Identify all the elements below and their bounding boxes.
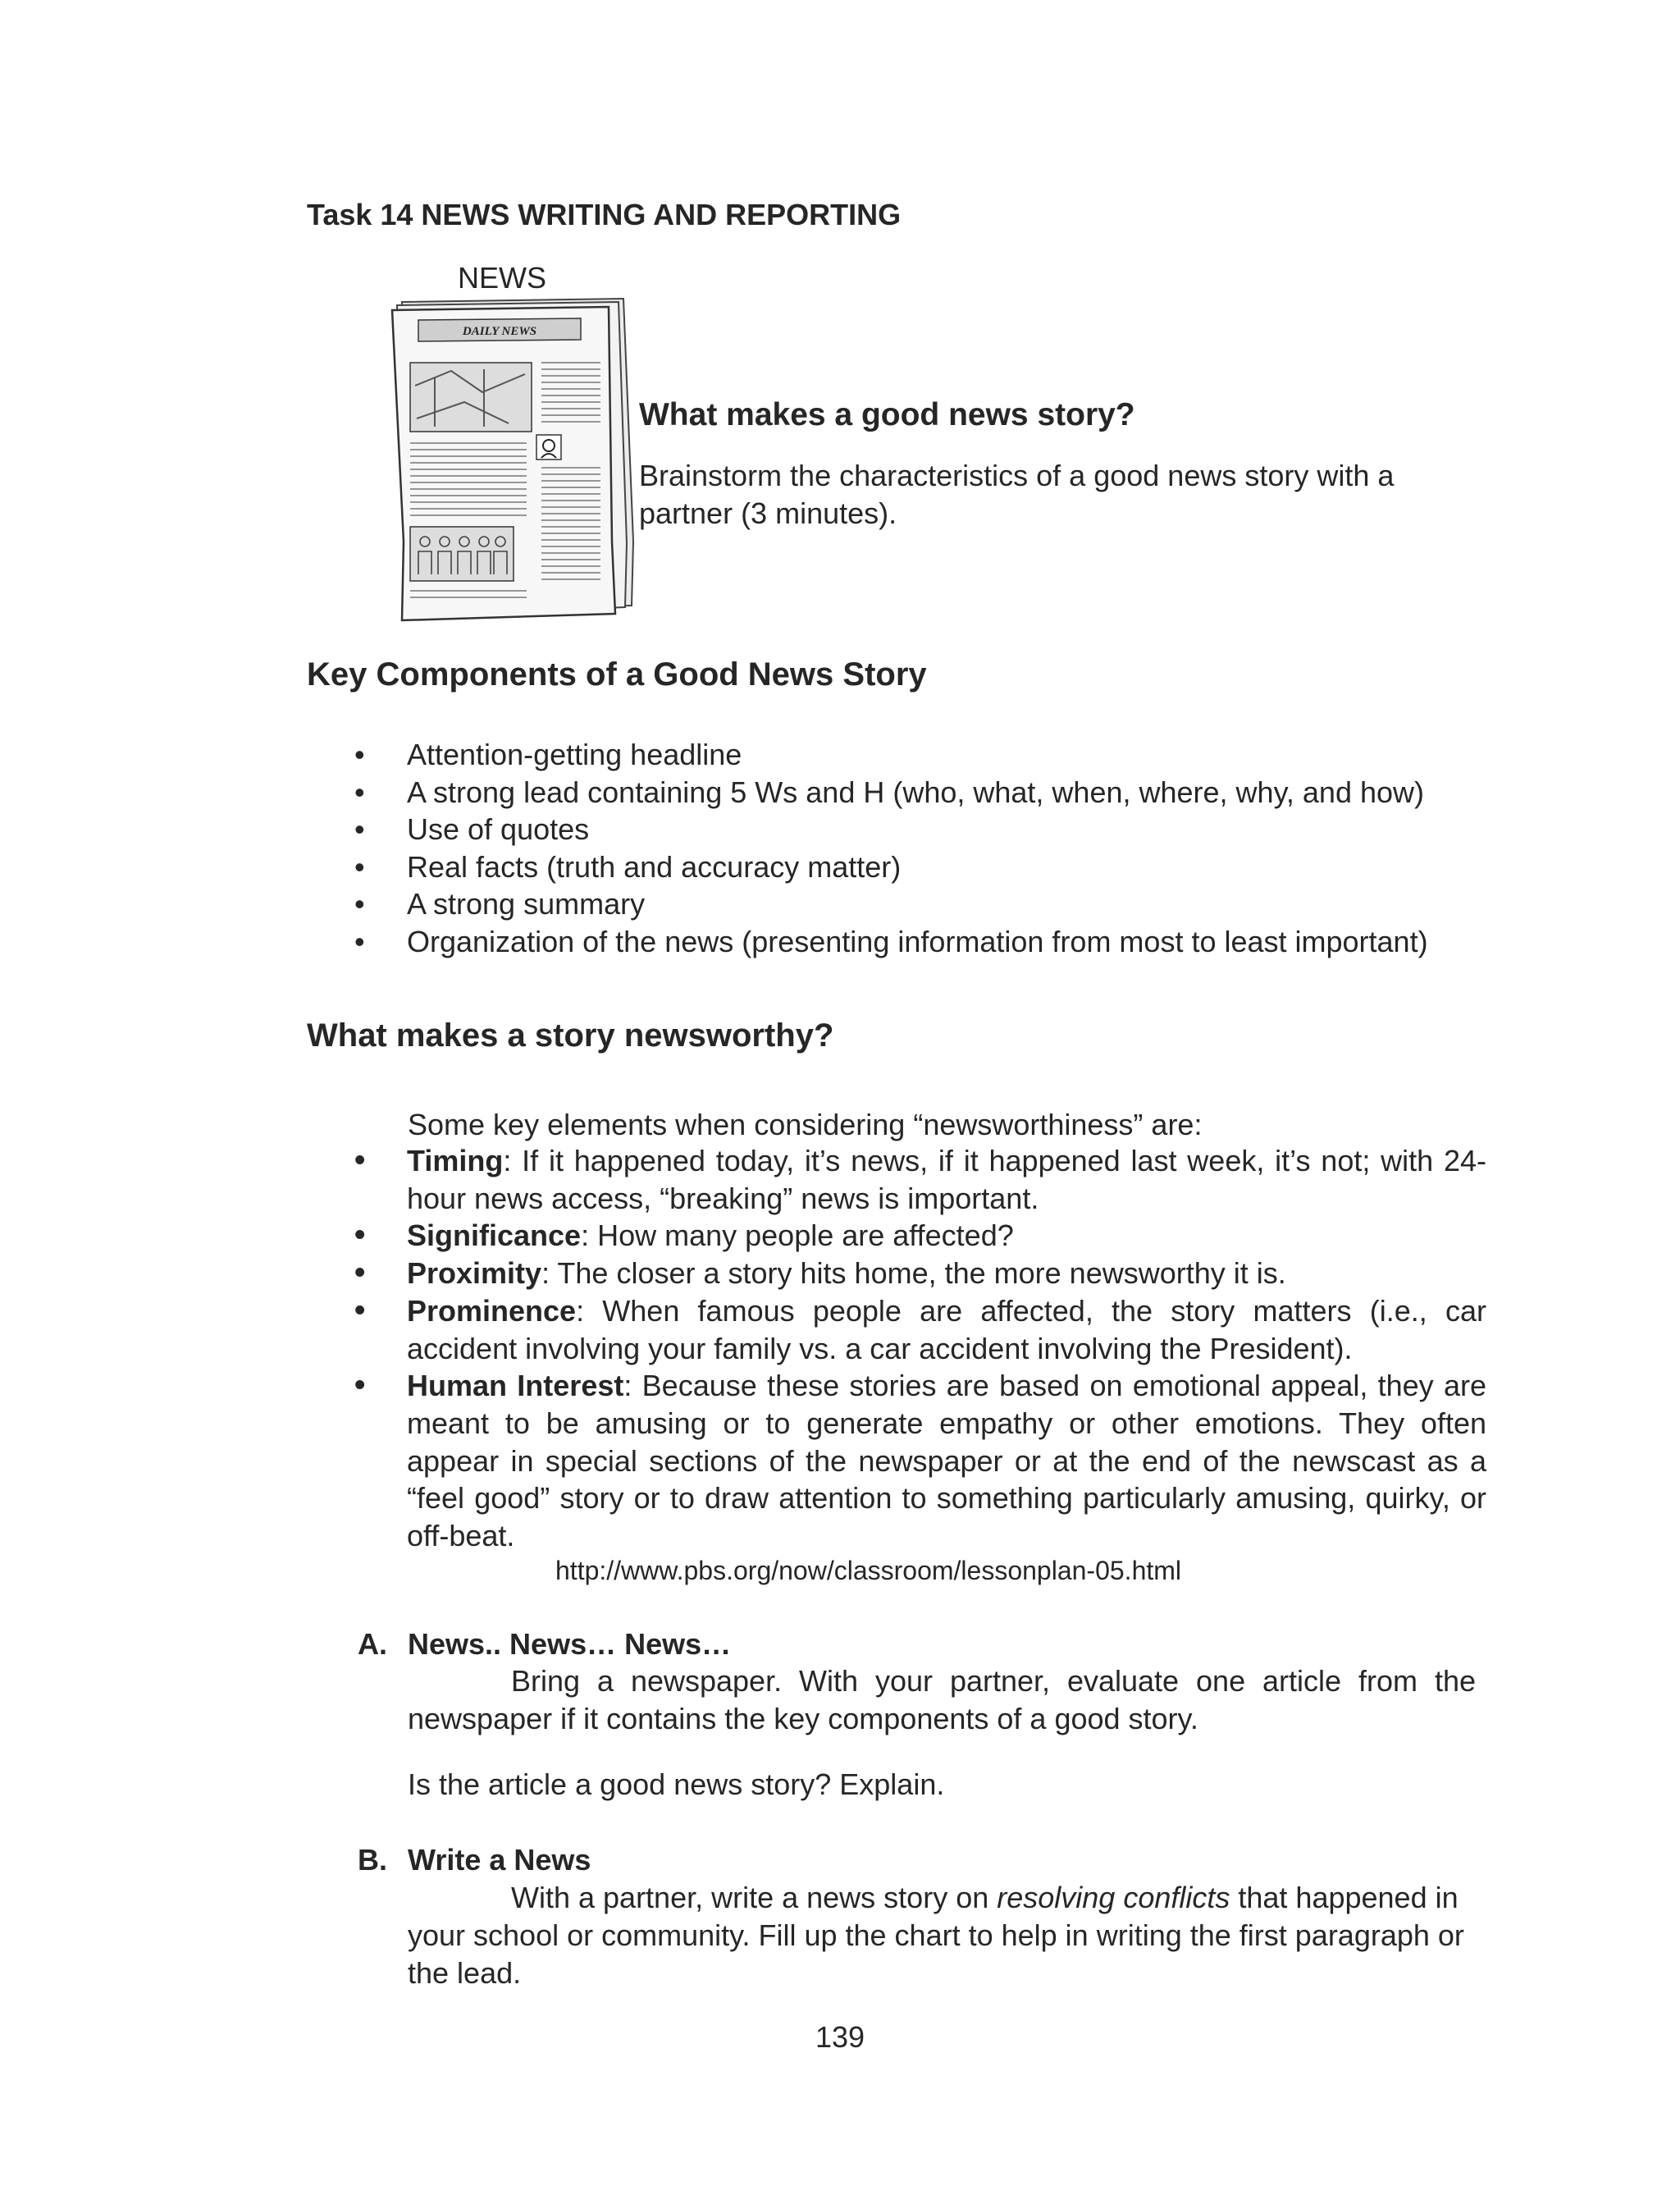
bullet-icon: • [354,849,365,884]
bullet-icon: • [354,812,365,846]
term-label: Proximity [407,1256,542,1291]
key-components-list [354,736,1486,960]
section-b-title: Write a News [408,1843,591,1877]
list-item [354,1292,1486,1367]
bullet-icon: • [354,924,365,958]
list-item [354,848,1486,886]
bullet-icon: • [354,1143,366,1177]
bullet-icon: • [354,1368,366,1403]
page-number: 139 [815,2020,865,2054]
term-separator: : [541,1256,558,1291]
bullet-icon: • [354,887,365,921]
list-item-text: Organization of the news (presenting information from most to least important) [407,924,1428,958]
list-item [354,1367,1486,1555]
masthead-text: DAILY NEWS [462,325,537,338]
section-b-emphasis: resolving conflicts [997,1881,1230,1914]
section-a-question: Is the article a good news story? Explain. [408,1767,945,1801]
section-a-paragraph-text: Bring a newspaper. With your partner, evaluate one article from the newspaper if it contains the key components of a good story. [408,1664,1476,1735]
list-item [354,774,1486,812]
term-label: Significance [407,1218,582,1253]
task-title: Task 14 NEWS WRITING AND REPORTING [307,198,902,231]
term-description: The closer a story hits home, the more newsworthy it is. [557,1256,1286,1291]
term-separator: : [503,1144,523,1177]
newspaper-illustration [386,295,640,624]
section-a-title: News.. News… News… [408,1627,732,1661]
section-b-letter: B. [358,1843,387,1877]
section-b-paragraph [408,1879,1482,1992]
section-a-paragraph [408,1662,1476,1738]
section-a-letter: A. [358,1627,387,1661]
list-item-text: Use of quotes [407,812,590,846]
bullet-icon: • [354,775,365,809]
bullet-icon: • [354,1255,366,1291]
illustration-caption: NEWS [458,261,546,295]
list-item [354,1255,1486,1292]
term-description: When famous people are affected, the story matters (i.e., car accident involving your family vs. a car accident involving the President). [407,1293,1486,1365]
list-item-text: A strong lead containing 5 Ws and H (who, what, when, where, why, and how) [407,775,1424,809]
list-item-text: Attention-getting headline [407,738,742,771]
term-label: Prominence [407,1293,577,1328]
list-item [354,736,1486,774]
bullet-icon: • [354,1292,366,1328]
good-story-question: What makes a good news story? [639,397,1135,432]
term-separator: : [623,1369,642,1403]
term-separator: : [581,1218,598,1253]
newsworthy-intro: Some key elements when considering “newsworthiness” are: [408,1108,1203,1141]
term-description: How many people are affected? [597,1218,1014,1253]
list-item [354,1142,1486,1217]
source-url: http://www.pbs.org/now/classroom/lessonplan-05.html [555,1556,1182,1585]
bullet-icon: • [354,738,365,771]
list-item-text: A strong summary [407,887,646,921]
list-item [354,811,1486,848]
list-item-text: Real facts (truth and accuracy matter) [407,849,902,884]
term-label: Timing [407,1144,504,1177]
term-separator: : [576,1293,603,1328]
newsworthy-title: What makes a story newsworthy? [307,1017,834,1054]
bullet-icon: • [354,1218,366,1253]
good-story-instruction: Brainstorm the characteristics of a good news story with a partner (3 minutes). [639,459,1395,530]
list-item [354,885,1486,923]
term-label: Human Interest [407,1369,624,1403]
list-item [354,923,1486,961]
newsworthy-list [354,1142,1486,1555]
term-description: If it happened today, it’s news, if it happened last week, it’s not; with 24-hour news access, “breaking” news is important. [407,1144,1486,1215]
section-b-text-start: With a partner, write a news story on [511,1881,998,1914]
key-components-title: Key Components of a Good News Story [307,656,927,693]
section-b-text-end: that happened in your school or community. Fill up the chart to help in writing the first paragraph or the lead. [408,1881,1464,1990]
term-description: Because these stories are based on emotional appeal, they are meant to be amusing or to generate empathy or other emotions. They often appear in special sections of the newspaper or at the end of the newscast as a “feel good” story or to draw attention to something particularly amusing, quirky, or off-beat. [407,1369,1486,1553]
list-item [354,1217,1486,1255]
